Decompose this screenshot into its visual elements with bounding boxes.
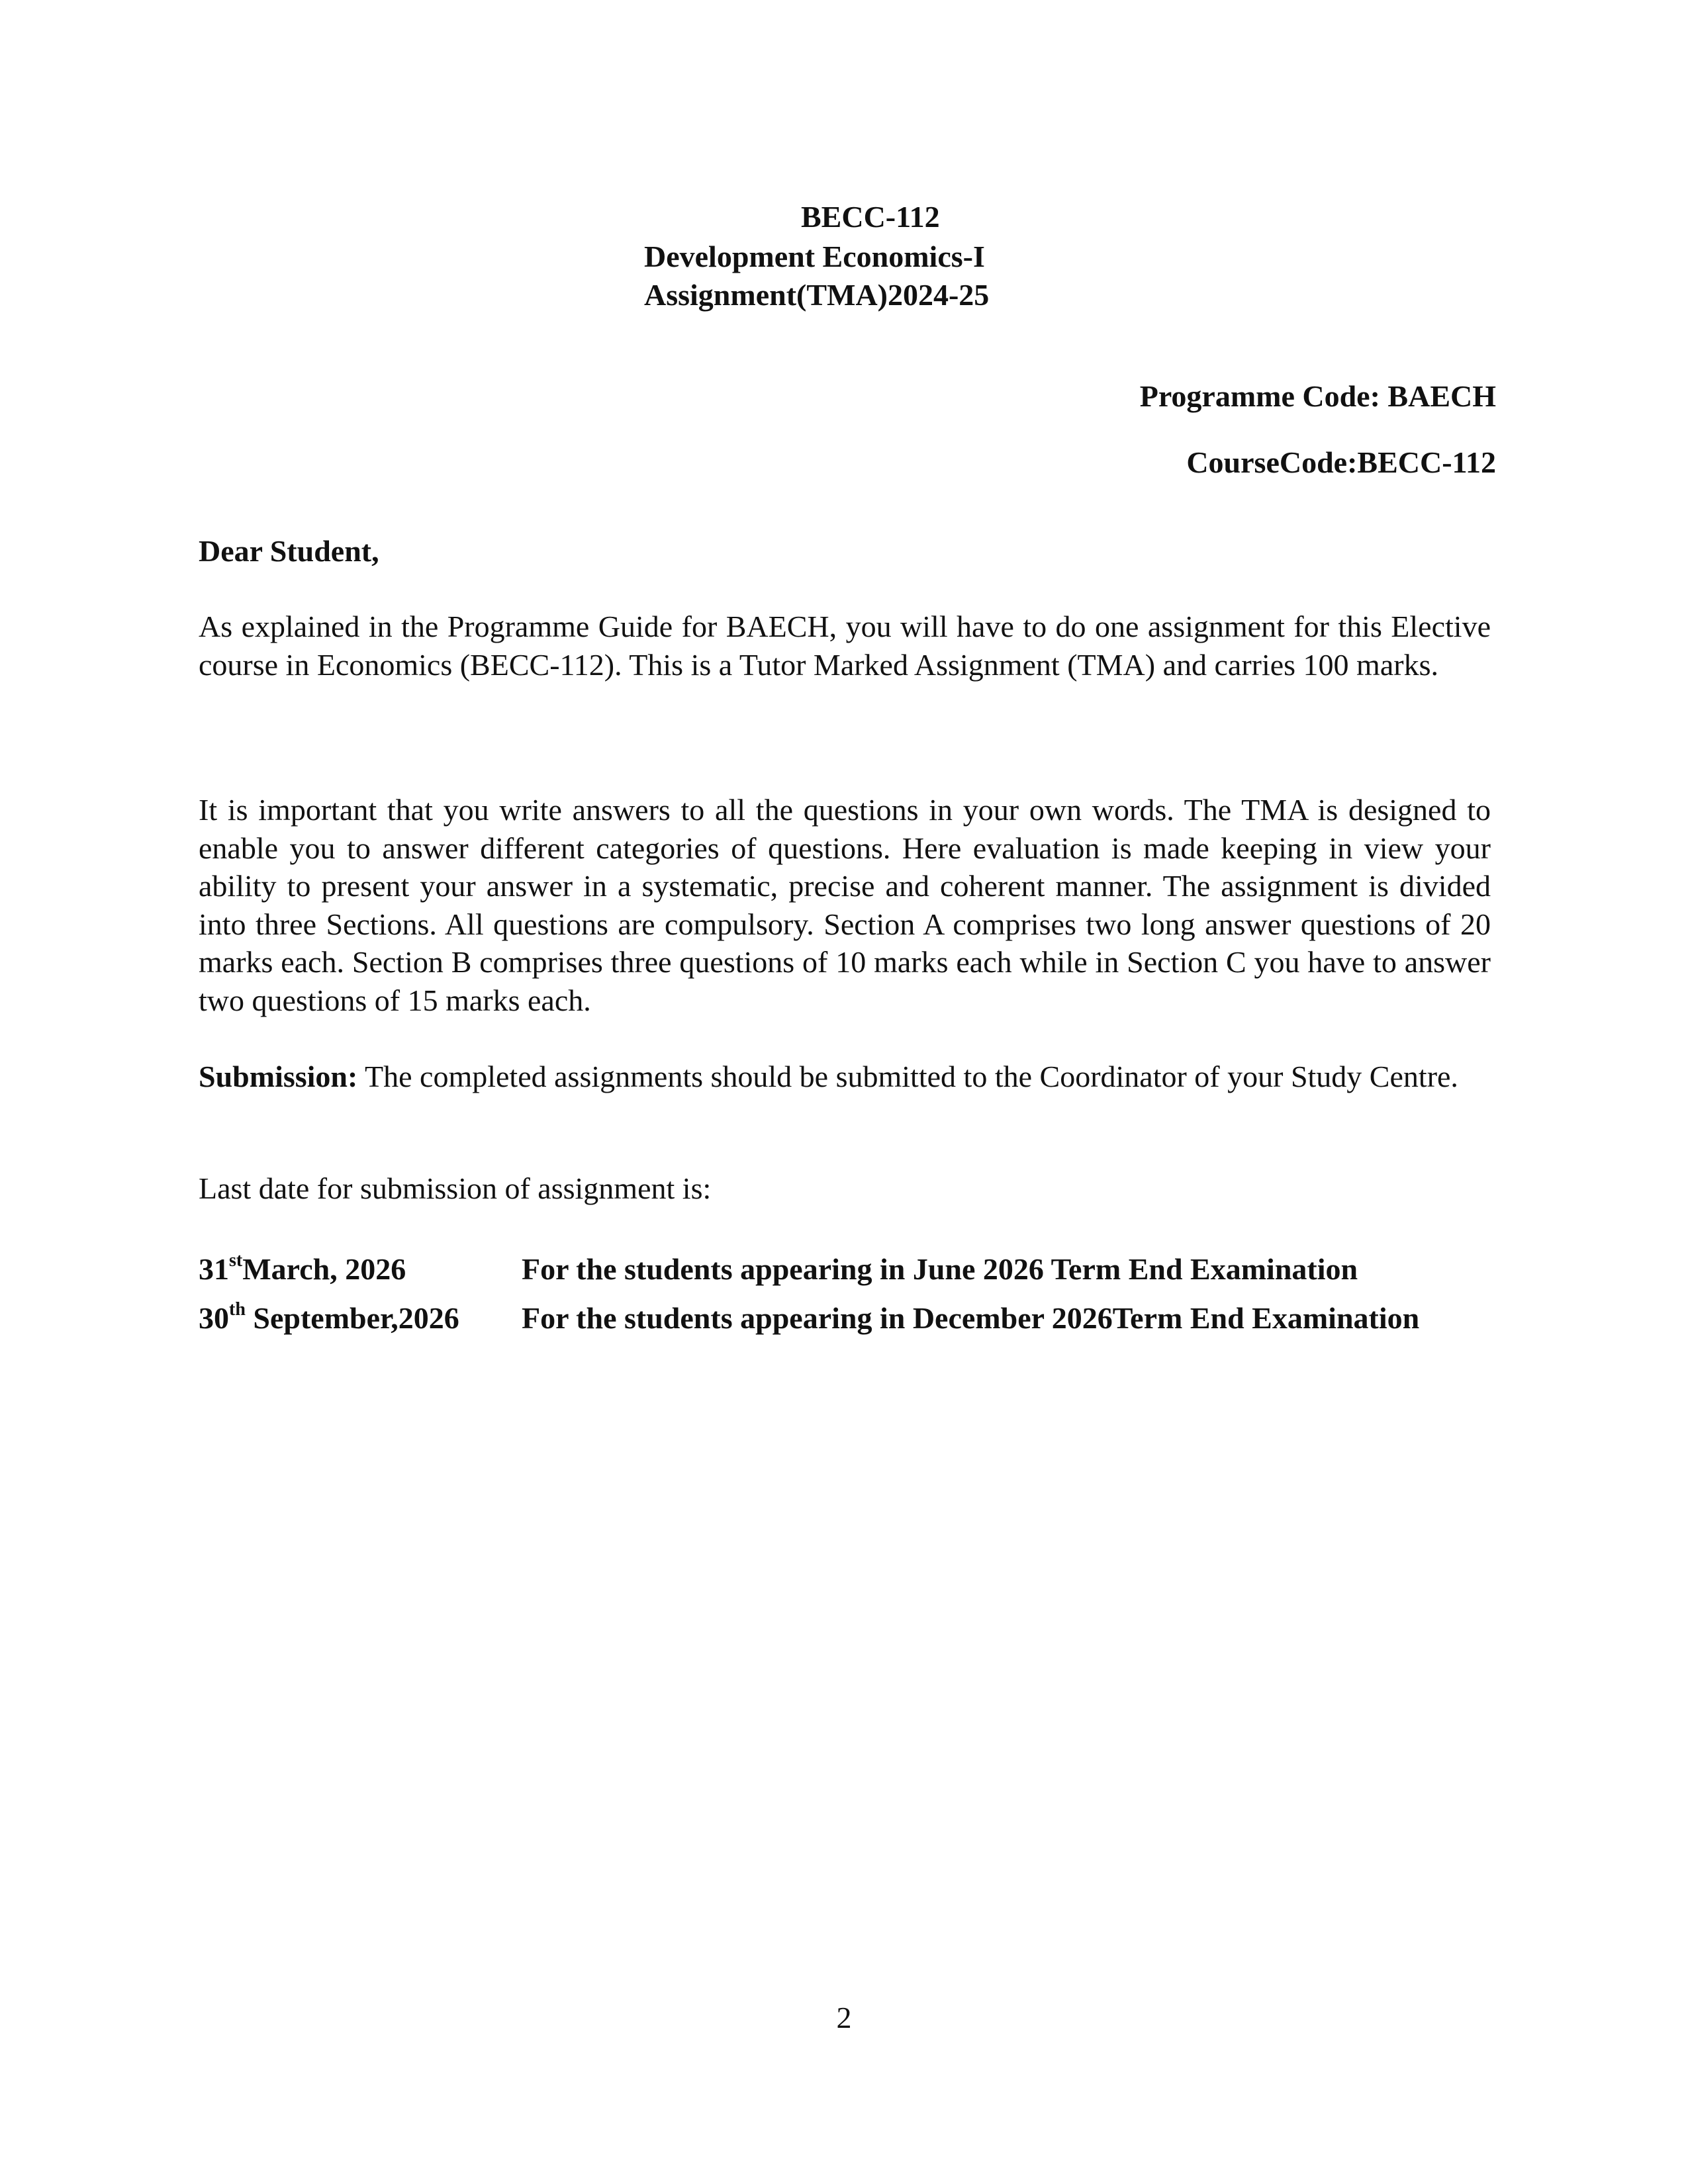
deadline-date <box>199 1251 406 1288</box>
deadline-date <box>199 1300 459 1337</box>
assignment-title-heading: Assignment(TMA)2024-25 <box>644 278 990 312</box>
salutation: Dear Student, <box>199 534 379 568</box>
submission-label: Submission: <box>199 1060 358 1093</box>
deadline-day-suffix: th <box>229 1298 246 1320</box>
page-number: 2 <box>836 2001 852 2034</box>
last-date-intro: Last date for submission of assignment is: <box>199 1171 712 1205</box>
deadline-description: For the students appearing in December 2026Term End Examination <box>522 1301 1420 1335</box>
course-name-heading: Development Economics-I <box>644 240 985 273</box>
submission-text: The completed assignments should be submitted to the Coordinator of your Study Centre. <box>357 1060 1458 1093</box>
programme-code: Programme Code: BAECH <box>1139 379 1496 413</box>
deadline-day: 31 <box>199 1252 229 1286</box>
submission-paragraph <box>199 1058 1491 1096</box>
course-code: CourseCode:BECC-112 <box>1186 445 1496 479</box>
instructions-paragraph: It is important that you write answers to all the questions in your own words. The TMA is designed to enable you to answer different categories of questions. Here evaluation is made keeping in view your ability to present your answer in a systematic, precise and coherent manner. The assignment is divided into three Sections. All questions are compulsory. Section A comprises two long answer questions of 20 marks each. Section B comprises three questions of 10 marks each while in Section C you have to answer two questions of 15 marks each. <box>199 793 1491 1017</box>
intro-paragraph: As explained in the Programme Guide for BAECH, you will have to do one assignment for this Elective course in Economics (BECC-112). This is a Tutor Marked Assignment (TMA) and carries 100 marks. <box>199 610 1491 682</box>
deadline-day: 30 <box>199 1301 229 1335</box>
deadline-month-year: March, 2026 <box>242 1252 406 1286</box>
course-code-heading: BECC-112 <box>801 200 940 234</box>
deadline-description: For the students appearing in June 2026 Term End Examination <box>522 1252 1358 1286</box>
deadline-day-suffix: st <box>229 1250 243 1271</box>
deadline-month-year: September,2026 <box>245 1301 459 1335</box>
